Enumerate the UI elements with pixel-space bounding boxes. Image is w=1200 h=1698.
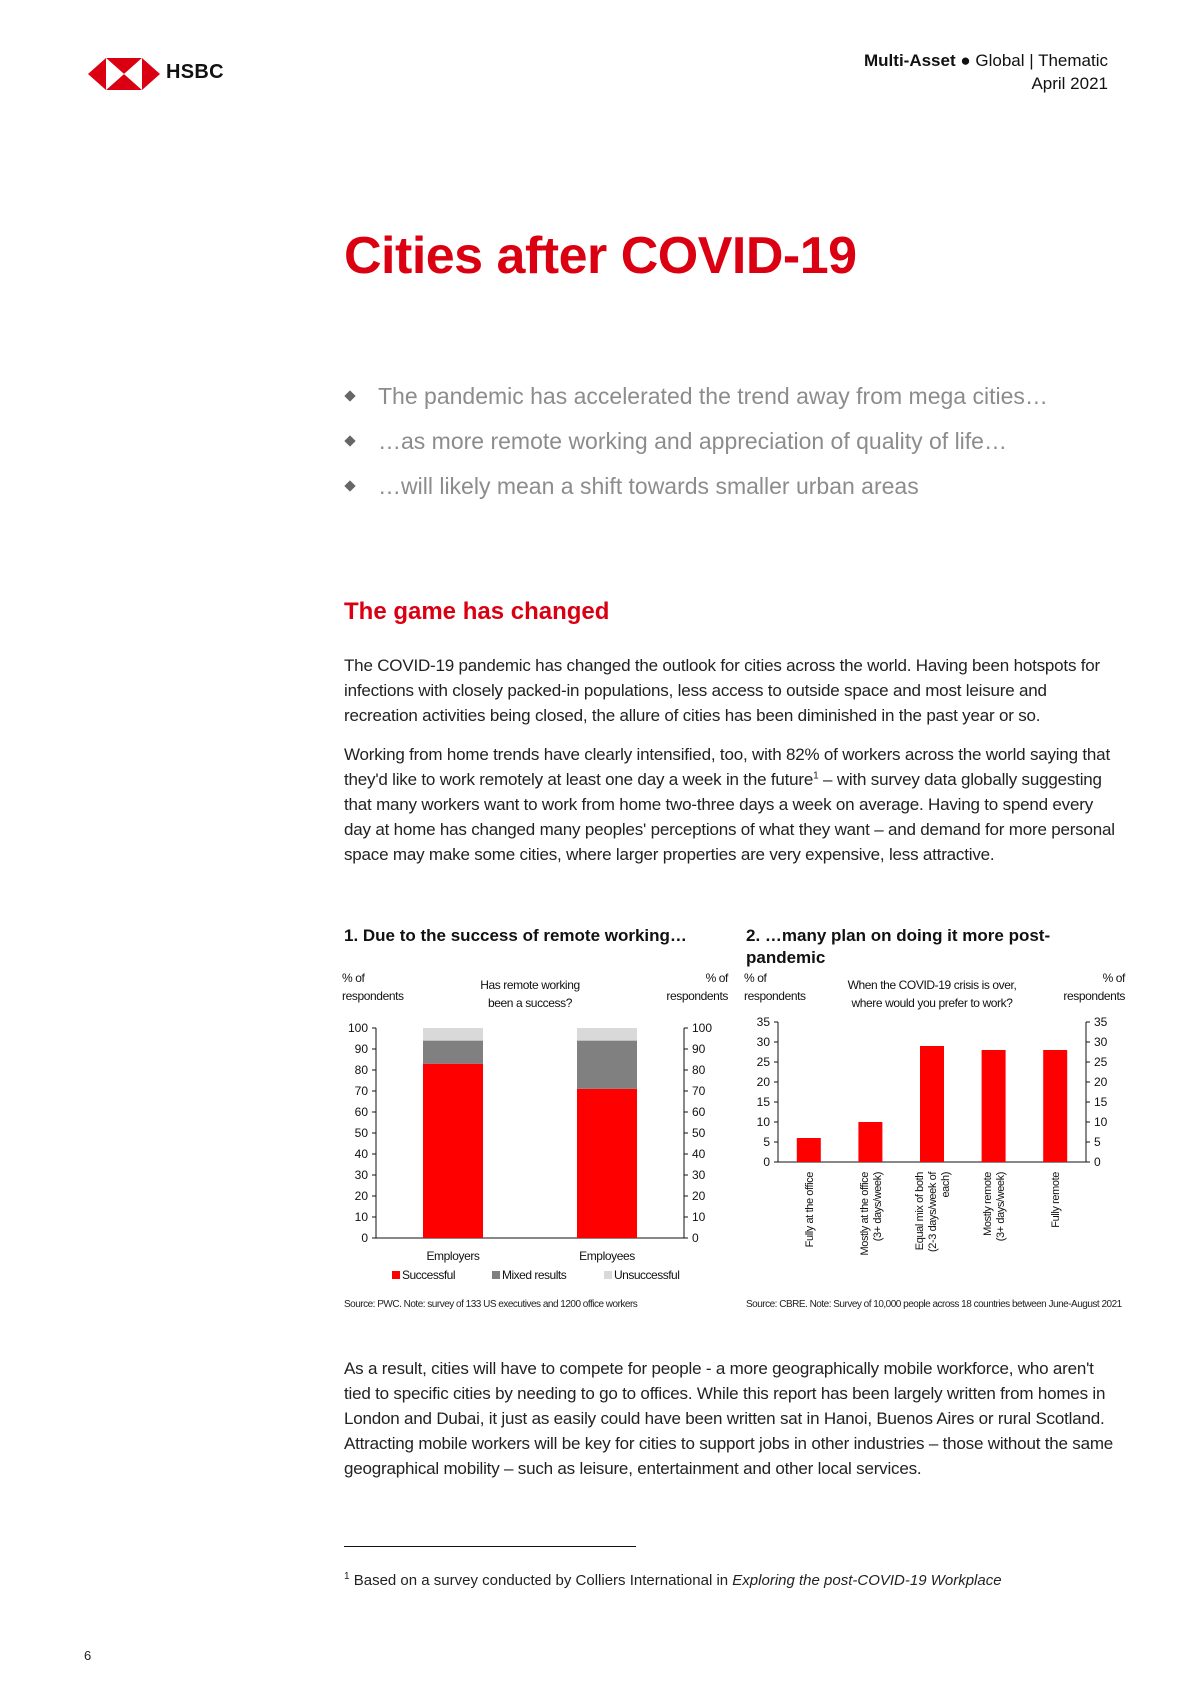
x-tick-label: Equal mix of both [914,1172,926,1251]
bullet-diamond-icon [344,390,355,401]
chart2-work-preference [742,968,1127,1268]
chart2-figure-title: 2. …many plan on doing it more post-pandemic [746,926,1051,967]
key-point [344,381,1048,426]
y-axis-title-left: % of [342,971,365,985]
y-tick-label-right: 40 [692,1147,706,1161]
y-tick-label-right: 35 [1094,1015,1108,1029]
chart-title: When the COVID-19 crisis is over, [847,978,1017,992]
bar-segment-unsuccessful [577,1028,637,1041]
chart2-source: Source: CBRE. Note: Survey of 10,000 people across 18 countries between June-August 2021 [746,1299,1122,1310]
key-point-text: The pandemic has accelerated the trend away from mega cities… [378,383,1048,409]
y-tick-label-right: 90 [692,1042,706,1056]
y-tick-label-left: 100 [347,1021,368,1035]
bar-segment-successful [577,1089,637,1238]
footnote [344,1572,1002,1589]
chart1-remote-success [340,968,730,1303]
brand-name: HSBC [166,61,224,83]
bar-segment-unsuccessful [423,1028,483,1041]
series-name: Multi-Asset [864,51,956,70]
y-tick-label-left: 30 [354,1168,368,1182]
y-tick-label-right: 70 [692,1084,706,1098]
y-tick-label-right: 30 [692,1168,706,1182]
legend-label: Mixed results [502,1268,567,1282]
key-point [344,426,1048,471]
chart1-source: Source: PWC. Note: survey of 133 US executives and 1200 office workers [344,1299,638,1310]
body-paragraph [344,742,1124,867]
y-tick-label-left: 10 [756,1115,770,1129]
y-tick-label-right: 0 [692,1231,699,1245]
key-point [344,471,1048,516]
y-tick-label-right: 5 [1094,1135,1101,1149]
legend-swatch [492,1271,500,1279]
legend-swatch [392,1271,400,1279]
y-tick-label-left: 25 [756,1055,770,1069]
section-heading: The game has changed [344,598,610,625]
chart-title: Has remote working [480,978,580,992]
bar [1043,1050,1067,1162]
bar-segment-mixed-results [577,1041,637,1089]
footnote-text: Based on a survey conducted by Colliers International in [353,1572,729,1589]
series-category: Global | Thematic [975,51,1108,70]
y-tick-label-right: 30 [1094,1035,1108,1049]
x-tick-label: each) [940,1172,952,1198]
report-header [864,49,1108,95]
x-tick-label: Fully remote [1050,1172,1063,1228]
y-tick-label-right: 0 [1094,1155,1101,1169]
bullet-diamond-icon [344,480,355,491]
legend-label: Successful [402,1268,456,1282]
x-tick-label: Mostly remote [982,1172,995,1236]
y-tick-label-left: 20 [354,1189,368,1203]
chart-title: where would you prefer to work? [851,996,1013,1010]
y-axis-title-right: respondents [1063,989,1125,1003]
y-axis-title-left: respondents [744,989,806,1003]
y-tick-label-left: 10 [354,1210,368,1224]
paragraph-text: Working from home trends have clearly intensified, too, with 82% of workers across the world saying that they'd like to work remotely at least one day a week in the future [344,745,1110,789]
bar [858,1122,882,1162]
y-tick-label-left: 0 [361,1231,368,1245]
bar-segment-mixed-results [423,1041,483,1064]
y-tick-label-left: 15 [756,1095,770,1109]
y-tick-label-left: 5 [763,1135,770,1149]
y-tick-label-left: 30 [756,1035,770,1049]
y-tick-label-left: 50 [354,1126,368,1140]
y-tick-label-right: 15 [1094,1095,1108,1109]
x-tick-label: Employers [426,1249,480,1263]
y-tick-label-right: 10 [1094,1115,1108,1129]
y-axis-title-left: % of [744,971,767,985]
y-tick-label-right: 80 [692,1063,706,1077]
bar [797,1138,821,1162]
body-paragraph: As a result, cities will have to compete for people - a more geographically mobile workforce, who aren't tied to specific cities by needing to go to offices. While this report has been largely written from homes in London and Dubai, it just as easily could have been written sat in Hanoi, Buenos Aires or rural Scotland. Attracting mobile workers will be key for cities to support jobs in other industries – those without the same geographical mobility – such as leisure, entertainment and other local services. [344,1359,1114,1478]
y-tick-label-right: 60 [692,1105,706,1119]
x-tick-label: Fully at the office [803,1172,816,1248]
y-tick-label-right: 100 [692,1021,713,1035]
page-title: Cities after COVID-19 [344,227,857,285]
y-tick-label-left: 40 [354,1147,368,1161]
separator-dot: ● [960,51,971,70]
footnote-reference: 1 [813,770,819,782]
footnote-mark: 1 [344,1571,350,1582]
chart1-figure-title: 1. Due to the success of remote working… [344,926,687,945]
x-tick-label: (3+ days/week) [871,1172,884,1242]
y-tick-label-right: 50 [692,1126,706,1140]
y-tick-label-right: 20 [1094,1075,1108,1089]
x-tick-label: (2-3 days/week of [927,1172,939,1253]
key-points [344,381,1048,516]
y-tick-label-right: 25 [1094,1055,1108,1069]
bullet-diamond-icon [344,435,355,446]
y-axis-title-left: respondents [342,989,404,1003]
y-tick-label-right: 10 [692,1210,706,1224]
page-number: 6 [84,1648,92,1663]
key-point-text: …will likely mean a shift towards smaller urban areas [378,473,919,499]
chart-title: been a success? [487,996,573,1010]
y-tick-label-left: 20 [756,1075,770,1089]
y-axis-title-right: % of [705,971,728,985]
report-date: April 2021 [1031,74,1108,93]
bar [982,1050,1006,1162]
body-paragraph: The COVID-19 pandemic has changed the outlook for cities across the world. Having been hotspots for infections with closely packed-in populations, less access to outside space and most leisure and recreation activities being closed, the allure of cities has been diminished in the past year or so. [344,656,1101,725]
footnote-publication: Exploring the post-COVID-19 Workplace [732,1572,1002,1589]
bar-segment-successful [423,1064,483,1238]
y-axis-title-right: % of [1102,971,1125,985]
y-tick-label-left: 80 [354,1063,368,1077]
footnote-divider [344,1546,636,1547]
y-tick-label-left: 60 [354,1105,368,1119]
x-tick-label: Employees [579,1249,635,1263]
y-tick-label-left: 0 [763,1155,770,1169]
key-point-text: …as more remote working and appreciation of quality of life… [378,428,1007,454]
y-axis-title-right: respondents [666,989,728,1003]
y-tick-label-left: 70 [354,1084,368,1098]
y-tick-label-left: 35 [756,1015,770,1029]
legend-swatch [604,1271,612,1279]
paragraph-text: – with survey data globally suggesting that many workers want to work from home two-three days a week on average. Having to spend every day at home has changed many peoples' perceptions of what they want – and demand for more personal space may make some cities, where larger properties are very expensive, less attractive. [344,770,1115,864]
y-tick-label-left: 90 [354,1042,368,1056]
bar [920,1046,944,1162]
x-tick-label: Mostly at the office [858,1172,871,1256]
y-tick-label-right: 20 [692,1189,706,1203]
legend-label: Unsuccessful [614,1268,680,1282]
x-tick-label: (3+ days/week) [995,1172,1008,1242]
